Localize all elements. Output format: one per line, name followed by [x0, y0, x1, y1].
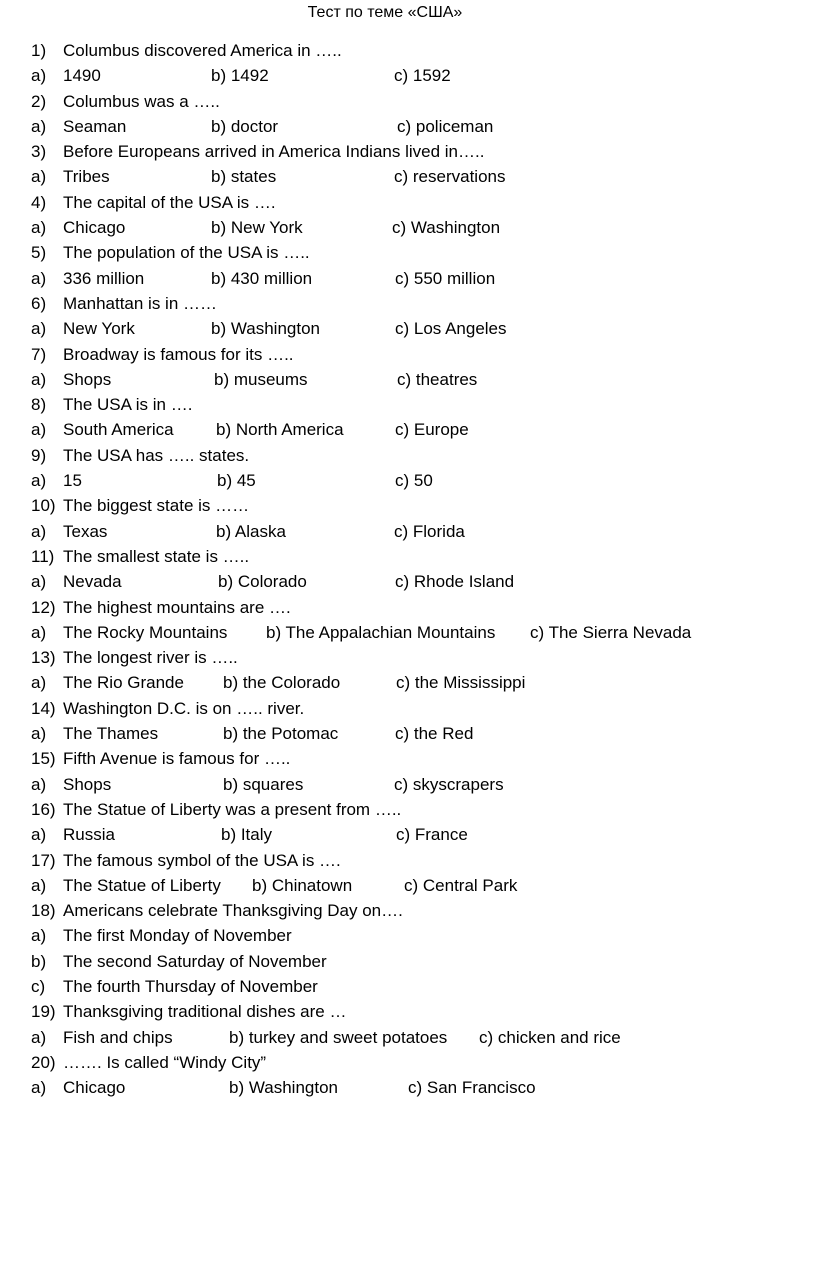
question-line: [0, 192, 816, 217]
question-text: Fifth Avenue is famous for …..: [63, 749, 291, 769]
answer-line: [0, 166, 816, 191]
question-text: Columbus discovered America in …..: [63, 41, 342, 60]
option-c: c) theatres: [397, 369, 478, 389]
question-line: [0, 698, 816, 723]
question-text: Broadway is famous for its …..: [63, 344, 294, 364]
answer-line: [0, 774, 816, 799]
question-text: Washington D.C. is on ….. river.: [63, 698, 305, 718]
option-a: Chicago: [63, 218, 126, 238]
answer-line: [0, 925, 816, 950]
option-b: b) 430 million: [211, 268, 313, 288]
option-b: b) Italy: [221, 825, 273, 845]
option-text: The first Monday of November: [63, 926, 292, 946]
item-number: 20): [31, 1052, 56, 1072]
question-text: The Statue of Liberty was a present from …..: [63, 799, 402, 819]
question-line: [0, 141, 816, 166]
item-number: 10): [31, 496, 56, 516]
option-b: b) Chinatown: [252, 875, 353, 895]
option-a: Texas: [63, 521, 108, 541]
question-line: [0, 597, 816, 622]
item-number: a): [31, 875, 47, 895]
option-c: c) Europe: [395, 420, 469, 440]
answer-line: [0, 951, 816, 976]
option-c: c) the Mississippi: [396, 673, 526, 693]
option-c: c) Rhode Island: [395, 572, 515, 592]
answer-line: [0, 65, 816, 90]
option-b: b) Washington: [229, 1078, 338, 1098]
option-c: c) 1592: [394, 66, 451, 86]
question-line: [0, 1001, 816, 1026]
question-line: [0, 850, 816, 875]
item-number: a): [31, 66, 47, 86]
option-a: 1490: [63, 66, 101, 86]
item-number: c): [31, 976, 46, 996]
question-text: The longest river is …..: [63, 648, 238, 668]
page-title: Тест по теме «США»: [307, 4, 463, 21]
item-number: 1): [31, 41, 47, 60]
option-a: 336 million: [63, 268, 145, 288]
option-a: New York: [63, 319, 135, 339]
answer-line: [0, 419, 816, 444]
item-number: a): [31, 369, 47, 389]
question-line: [0, 344, 816, 369]
option-c: c) the Red: [395, 724, 474, 744]
option-a: Tribes: [63, 167, 110, 187]
option-c: c) 50: [395, 471, 433, 491]
option-b: b) states: [211, 167, 277, 187]
item-number: 13): [31, 648, 56, 668]
option-b: b) North America: [216, 420, 344, 440]
item-number: 17): [31, 850, 56, 870]
answer-line: [0, 1077, 816, 1102]
option-a: South America: [63, 420, 174, 440]
item-number: a): [31, 268, 47, 288]
option-b: b) the Potomac: [223, 724, 339, 744]
option-a: The Statue of Liberty: [63, 875, 221, 895]
item-number: 7): [31, 344, 47, 364]
question-line: [0, 40, 816, 65]
option-b: b) turkey and sweet potatoes: [229, 1027, 448, 1047]
item-number: a): [31, 319, 47, 339]
option-c: c) France: [396, 825, 468, 845]
question-text: The capital of the USA is ….: [63, 192, 276, 212]
item-number: 19): [31, 1002, 56, 1022]
option-c: c) 550 million: [395, 268, 496, 288]
answer-line: [0, 116, 816, 141]
item-number: 3): [31, 142, 47, 162]
option-b: b) Colorado: [218, 572, 307, 592]
item-number: a): [31, 1027, 47, 1047]
option-a: 15: [63, 471, 82, 491]
option-c: c) Los Angeles: [395, 319, 507, 339]
option-text: The fourth Thursday of November: [63, 976, 318, 996]
item-number: a): [31, 724, 47, 744]
option-b: b) The Appalachian Mountains: [266, 622, 496, 642]
question-text: Before Europeans arrived in America Indians lived in…..: [63, 142, 485, 162]
option-c: c) Washington: [392, 218, 501, 238]
answer-line: [0, 672, 816, 697]
answer-line: [0, 875, 816, 900]
question-text: Americans celebrate Thanksgiving Day on….: [63, 901, 403, 921]
question-line: [0, 799, 816, 824]
item-number: 6): [31, 293, 47, 313]
item-number: a): [31, 1078, 47, 1098]
item-number: a): [31, 774, 47, 794]
option-b: b) 45: [217, 471, 256, 491]
answer-line: [0, 1027, 816, 1052]
option-a: Fish and chips: [63, 1027, 173, 1047]
option-c: c) chicken and rice: [479, 1027, 621, 1047]
question-text: The famous symbol of the USA is ….: [63, 850, 341, 870]
option-a: Nevada: [63, 572, 122, 592]
answer-line: [0, 369, 816, 394]
option-b: b) Alaska: [216, 521, 286, 541]
option-a: The Rio Grande: [63, 673, 184, 693]
item-number: a): [31, 420, 47, 440]
question-text: ……. Is called “Windy City”: [63, 1052, 267, 1072]
question-line: [0, 546, 816, 571]
option-a: The Thames: [63, 724, 159, 744]
option-b: b) squares: [223, 774, 304, 794]
question-line: [0, 394, 816, 419]
answer-line: [0, 318, 816, 343]
option-a: Shops: [63, 369, 112, 389]
item-number: b): [31, 951, 47, 971]
item-number: a): [31, 167, 47, 187]
answer-line: [0, 723, 816, 748]
item-number: a): [31, 926, 47, 946]
item-number: 8): [31, 395, 47, 415]
option-a: Russia: [63, 825, 115, 845]
option-c: c) Central Park: [404, 875, 518, 895]
option-b: b) the Colorado: [223, 673, 341, 693]
question-line: [0, 293, 816, 318]
item-number: 18): [31, 901, 56, 921]
option-c: c) policeman: [397, 116, 494, 136]
test-body: [0, 40, 816, 1102]
option-c: c) reservations: [394, 167, 506, 187]
option-a: The Rocky Mountains: [63, 622, 228, 642]
answer-line: [0, 622, 816, 647]
question-text: Manhattan is in ……: [63, 293, 218, 313]
question-line: [0, 647, 816, 672]
item-number: 14): [31, 698, 56, 718]
option-a: Seaman: [63, 116, 127, 136]
question-text: Thanksgiving traditional dishes are …: [63, 1002, 347, 1022]
question-line: [0, 1052, 816, 1077]
answer-line: [0, 976, 816, 1001]
question-line: [0, 242, 816, 267]
answer-line: [0, 470, 816, 495]
answer-line: [0, 217, 816, 242]
option-c: c) Florida: [394, 521, 465, 541]
item-number: 9): [31, 445, 47, 465]
question-text: The USA has ….. states.: [63, 445, 250, 465]
item-number: a): [31, 673, 47, 693]
item-number: 16): [31, 799, 56, 819]
question-text: The USA is in ….: [63, 395, 193, 415]
option-c: c) The Sierra Nevada: [530, 622, 692, 642]
option-b: b) museums: [214, 369, 308, 389]
question-text: Columbus was a …..: [63, 91, 220, 111]
item-number: a): [31, 116, 47, 136]
item-number: 5): [31, 243, 47, 263]
option-b: b) 1492: [211, 66, 269, 86]
question-line: [0, 748, 816, 773]
item-number: 15): [31, 749, 56, 769]
question-line: [0, 900, 816, 925]
answer-line: [0, 824, 816, 849]
option-c: c) skyscrapers: [394, 774, 504, 794]
answer-line: [0, 521, 816, 546]
item-number: a): [31, 622, 47, 642]
item-number: 4): [31, 192, 47, 212]
item-number: 2): [31, 91, 47, 111]
option-a: Shops: [63, 774, 112, 794]
question-text: The population of the USA is …..: [63, 243, 310, 263]
item-number: 12): [31, 597, 56, 617]
question-line: [0, 91, 816, 116]
question-text: The smallest state is …..: [63, 546, 250, 566]
question-line: [0, 445, 816, 470]
option-text: The second Saturday of November: [63, 951, 327, 971]
option-c: c) San Francisco: [408, 1078, 536, 1098]
option-b: b) Washington: [211, 319, 320, 339]
option-b: b) doctor: [211, 116, 279, 136]
item-number: a): [31, 572, 47, 592]
item-number: a): [31, 825, 47, 845]
item-number: a): [31, 218, 47, 238]
question-text: The biggest state is ……: [63, 496, 250, 516]
option-a: Chicago: [63, 1078, 126, 1098]
question-text: The highest mountains are ….: [63, 597, 291, 617]
item-number: 11): [31, 546, 55, 566]
item-number: a): [31, 521, 47, 541]
question-line: [0, 495, 816, 520]
answer-line: [0, 268, 816, 293]
item-number: a): [31, 471, 47, 491]
option-b: b) New York: [211, 218, 303, 238]
answer-line: [0, 571, 816, 596]
